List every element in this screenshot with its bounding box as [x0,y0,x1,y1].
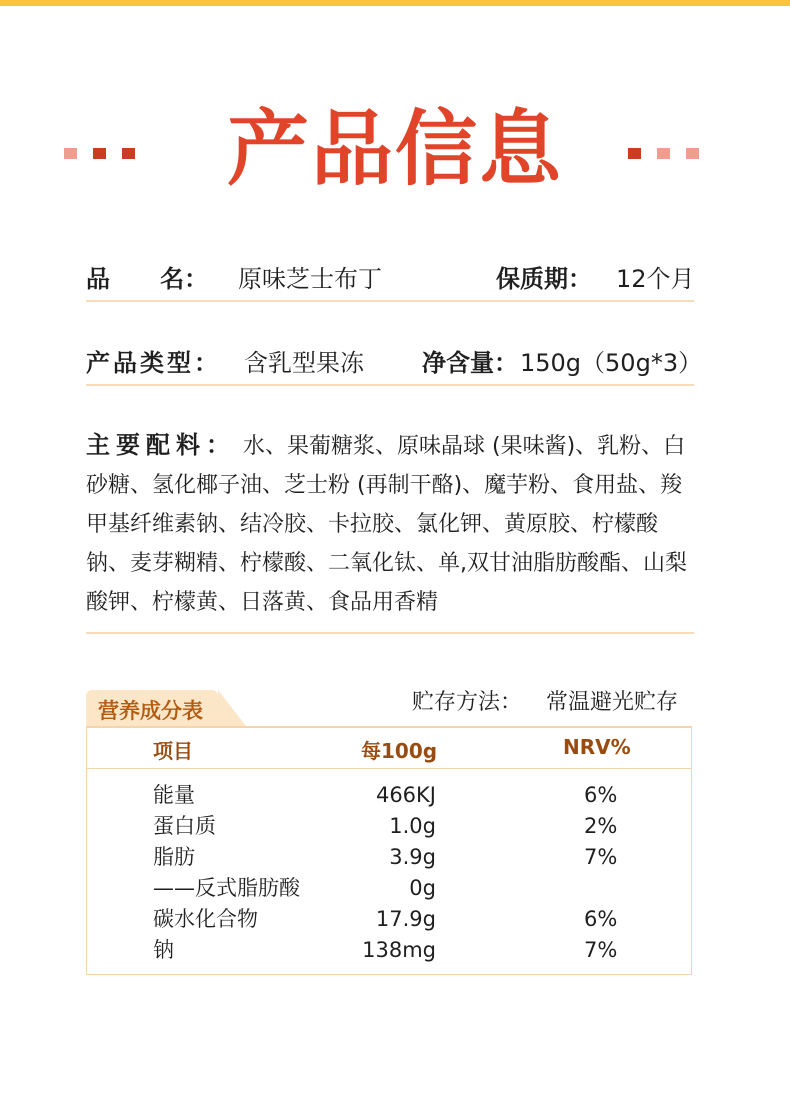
nutrient-name: 钠 [153,938,174,962]
storage-info [412,688,678,718]
net-content-value: 150g（50g*3） [520,349,703,377]
header-nrv: NRV% [563,735,631,759]
table-row [87,780,691,811]
nutrient-name: 能量 [153,783,195,807]
top-accent-bar [0,0,790,6]
nutrient-name: 蛋白质 [153,814,216,838]
pudding-cup-icon [686,148,699,159]
nutrient-name: ——反式脂肪酸 [153,876,300,900]
nutrient-name: 脂肪 [153,845,195,869]
product-type-label: 产品类型： [86,349,221,377]
storage-value: 常温避光贮存 [546,690,679,715]
nutrient-nrv: 2% [584,814,618,838]
product-name-label: 品 名： [86,265,209,293]
nutrient-nrv: 7% [584,938,618,962]
ingredients-text: 水、果葡糖浆、原味晶球 (果味酱)、乳粉、白砂糖、氢化椰子油、芝士粉 (再制干酪)、魔芋粉、食用盐、羧甲基纤维素钠、结冷胶、卡拉胶、氯化钾、黄原胶、柠檬酸钠、麦芽糊精、柠檬酸、二氧化钛、单,双甘油脂肪酸酯、山梨酸钾、柠檬黄、日落黄、食品用香精 [86,434,687,615]
pudding-cup-icon [628,148,641,159]
divider [86,300,694,302]
divider [86,632,694,634]
nutrient-value: 0g [409,876,436,900]
shelf-life-label: 保质期： [496,265,592,293]
table-row [87,811,691,842]
header-per-100g: 每100g [361,739,438,763]
nutrition-table-title: 营养成分表 [98,699,203,723]
table-row [87,904,691,935]
nutrient-value: 3.9g [389,845,436,869]
product-type-value: 含乳型果冻 [244,349,364,377]
nutrient-value: 1.0g [389,814,436,838]
net-content-label: 净含量： [422,349,518,377]
table-row [87,873,691,904]
decor-pudding-cups-right [628,148,699,159]
page-title: 产品信息 [226,102,563,197]
nutrient-value: 17.9g [375,907,436,931]
nutrient-value: 466KJ [375,783,436,807]
nutrient-nrv: 6% [584,907,618,931]
table-row [87,842,691,873]
nutrient-name: 碳水化合物 [153,907,258,931]
nutrient-nrv: 7% [584,845,618,869]
nutrition-table-tab [86,690,218,726]
nutrition-table [86,726,692,975]
table-row [87,935,691,966]
pudding-cup-icon [657,148,670,159]
ingredients-block [86,426,698,622]
nutrient-nrv: 6% [584,783,618,807]
product-name-value: 原味芝士布丁 [238,265,382,293]
divider [86,384,694,386]
nutrition-table-header [87,728,691,769]
ingredients-label: 主要配料： [86,431,236,459]
shelf-life-value: 12个月 [616,265,695,293]
nutrient-value: 138mg [362,938,436,962]
storage-label: 贮存方法： [412,690,523,715]
header-item: 项目 [153,739,193,763]
